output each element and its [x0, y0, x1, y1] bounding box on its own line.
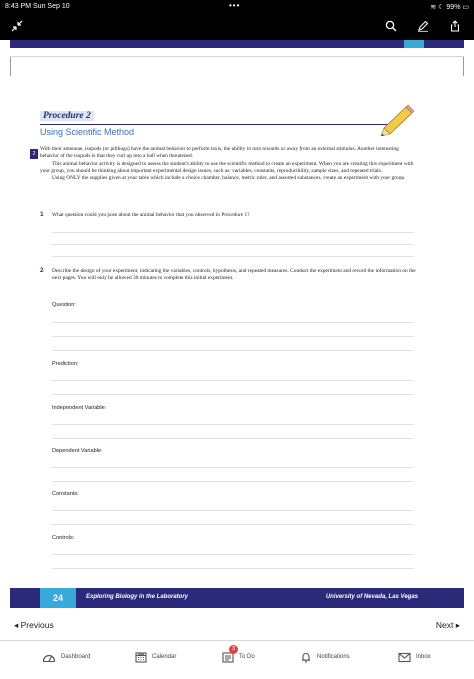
search-icon[interactable]	[382, 19, 400, 37]
collapse-arrows-icon[interactable]	[8, 19, 26, 37]
next-button[interactable]: Next ▸	[435, 620, 460, 630]
todo-badge: 3	[229, 645, 238, 654]
paragraph-1: With their antennae, isopods (or pillbugs) have the animal behavior to perform taxis, the ability to turn towards or away from an external stimulus. Another interesting behavior of the isopods is that they curl up into a ball when threatened.	[40, 146, 399, 160]
field-controls-label: Controls:	[52, 535, 75, 541]
tab-inbox[interactable]	[398, 649, 431, 665]
question-2-number: 2	[40, 267, 44, 274]
paragraph-2: This animal behavior activity is designed to assess the student's ability to use the scientific method to create an experiment. When you are creating this experiment with your group, you should be thinking about important experimental design issues, such as: variables, constants, reproducibility, sample sizes, and repeated trials.	[40, 160, 414, 174]
margin-mark-right	[463, 56, 464, 76]
answer-line[interactable]	[52, 322, 414, 323]
status-bar	[0, 0, 474, 16]
answer-line[interactable]	[52, 350, 414, 351]
inbox-icon	[398, 652, 411, 663]
tab-calendar-label: Calendar	[152, 654, 177, 660]
answer-line[interactable]	[52, 467, 414, 468]
tab-todo[interactable]	[222, 649, 255, 665]
tab-dashboard-label: Dashboard	[61, 654, 91, 660]
answer-line[interactable]	[52, 256, 414, 257]
book-title: Exploring Biology in the Laboratory	[86, 594, 189, 600]
dashboard-icon	[42, 651, 56, 663]
question-1-number: 1	[40, 211, 44, 218]
tab-dashboard[interactable]	[42, 649, 90, 665]
tab-calendar[interactable]	[135, 649, 176, 665]
tab-inbox-label: Inbox	[416, 654, 431, 660]
page-footer	[10, 588, 464, 608]
page-header-band	[10, 40, 464, 48]
answer-line[interactable]	[52, 510, 414, 511]
annotate-pen-icon[interactable]	[414, 19, 432, 37]
pencil-icon	[378, 104, 416, 136]
paragraph-3: Using ONLY the supplies given at your table which include a choice chamber, balance, metric ruler, and assorted substances, create an experiment with your group.	[52, 175, 406, 182]
top-toolbar	[0, 16, 474, 40]
page-divider	[10, 56, 464, 57]
field-constants-label: Constants:	[52, 491, 79, 497]
status-right	[430, 3, 469, 11]
multitask-dots-icon[interactable]: •••	[229, 1, 241, 10]
answer-line[interactable]	[52, 336, 414, 337]
page-number: 24	[40, 588, 76, 608]
side-marker: 2	[30, 149, 38, 159]
battery-icon: ▭	[462, 4, 469, 11]
field-prediction-label: Prediction:	[52, 361, 79, 367]
question-2-text: Describe the design of your experiment, indicating the variables, controls, hypothesis, and repeated measures. Conduct the experiment and record the information on the next pages. You will only be allowed 30 minutes to complete this initial experiment.	[52, 268, 416, 282]
answer-line[interactable]	[52, 481, 414, 482]
answer-line[interactable]	[52, 424, 414, 425]
previous-button[interactable]: ◂ Previous	[14, 620, 54, 630]
wifi-icon: ≋	[430, 4, 437, 11]
tab-todo-label: To Do	[239, 654, 255, 660]
battery-percent: 99%	[446, 4, 461, 11]
page-navigation	[0, 612, 474, 638]
bell-icon	[300, 651, 312, 663]
answer-line[interactable]	[52, 568, 414, 569]
answer-line[interactable]	[52, 438, 414, 439]
answer-line[interactable]	[52, 232, 414, 233]
share-icon[interactable]	[446, 19, 464, 37]
procedure-subtitle: Using Scientific Method	[40, 127, 135, 137]
tab-notifications[interactable]	[300, 649, 350, 665]
field-question-label: Question:	[52, 302, 76, 308]
question-1-text: What question could you pose about the animal behavior that you observed in Procedure 1?	[52, 212, 250, 218]
institution-name: University of Nevada, Las Vegas	[325, 594, 418, 600]
answer-line[interactable]	[52, 380, 414, 381]
procedure-heading: Procedure 2	[40, 111, 400, 125]
answer-line[interactable]	[52, 554, 414, 555]
procedure-body	[40, 146, 418, 182]
calendar-icon	[135, 651, 147, 663]
margin-mark-left	[10, 56, 11, 76]
tab-bar	[0, 640, 474, 679]
tab-notifications-label: Notifications	[317, 654, 350, 660]
moon-icon: ☾	[438, 4, 445, 11]
status-time: 8:43 PM Sun Sep 10	[5, 3, 70, 10]
page-header-accent	[404, 40, 424, 48]
field-dependent-variable-label: Dependent Variable:	[52, 448, 103, 454]
answer-line[interactable]	[52, 394, 414, 395]
answer-line[interactable]	[52, 524, 414, 525]
answer-line[interactable]	[52, 244, 414, 245]
field-independent-variable-label: Independent Variable:	[52, 405, 107, 411]
